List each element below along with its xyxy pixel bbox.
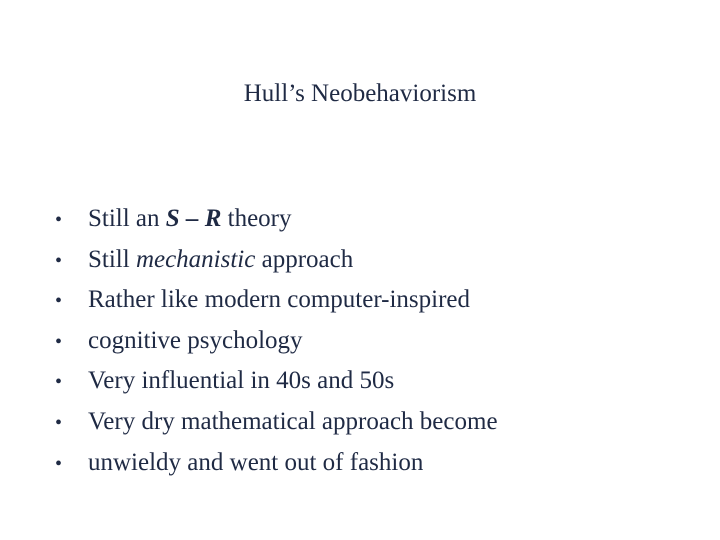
bullet-text: unwieldy and went out of fashion [88,448,424,476]
bullet-text [88,240,353,281]
bullet-item [55,443,498,484]
bullet-item [55,321,498,362]
bullet-text-emphasis: S – R [165,205,222,232]
bullet-item [55,199,498,240]
bullet-icon: • [55,452,63,475]
bullet-item [55,361,498,402]
bullet-icon: • [55,249,63,272]
bullet-text-post: theory [221,205,292,232]
bullet-icon: • [55,209,63,231]
bullet-item [55,240,498,281]
bullet-item [55,280,498,321]
bullet-text: Rather like modern computer-inspired [88,286,471,314]
bullet-icon: • [55,371,63,394]
bullet-item [55,402,498,443]
bullet-text-emphasis: mechanistic [135,245,256,273]
bullet-text-pre: Still an [88,205,166,232]
slide-title-container [0,77,720,111]
bullet-icon: • [55,330,63,353]
slide-title: Hull’s Neobehaviorism [243,80,477,107]
bullet-text: Very influential in 40s and 50s [88,367,395,395]
bullet-text: Very dry mathematical approach become [88,407,498,435]
bullet-text: cognitive psychology [88,326,303,354]
bullet-icon: • [55,290,63,313]
bullet-text-post: approach [255,245,354,273]
bullet-text-pre: Still [88,245,136,273]
bullet-list [55,199,498,483]
bullet-icon: • [55,411,63,434]
bullet-text [88,199,292,240]
